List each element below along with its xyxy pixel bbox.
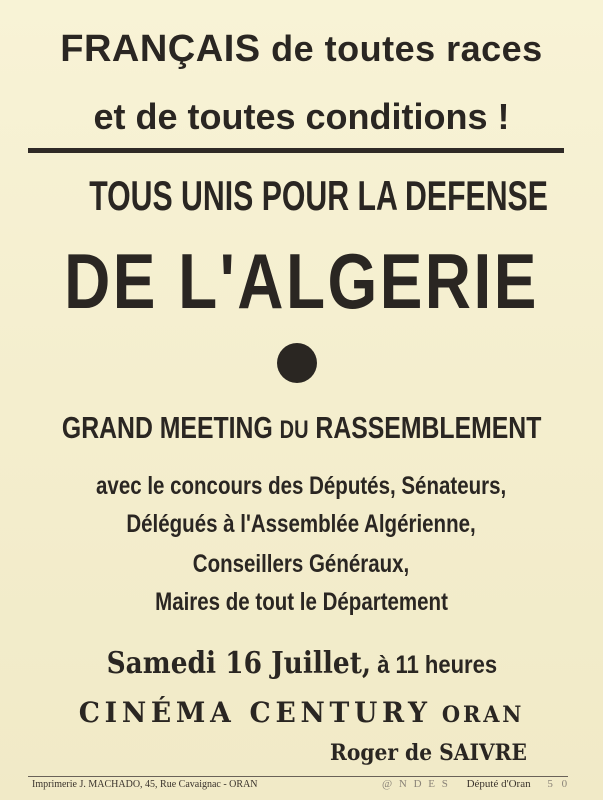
headline-francais: FRANÇAIS [60,28,261,70]
footer-printer: Imprimerie J. MACHADO, 45, Rue Cavaignac - ORAN [32,779,258,790]
headline-line-2: et de toutes conditions ! [93,96,510,137]
footer-watermark: @ N D E S [382,778,450,790]
body-line-4: Maires de tout le Département [155,588,448,616]
footer-number: 5 0 [547,778,571,790]
meeting-grand: GRAND [61,410,153,445]
meeting-rassemblement: RASSEMBLEMENT [308,410,542,445]
event-time: à 11 heures [370,651,497,679]
bullet-dot-icon [277,343,317,383]
slogan-text-1: TOUS UNIS POUR LA DEFENSE [89,172,548,219]
body-line-3: Conseillers Généraux, [193,550,410,578]
headline-line-1 [0,28,603,71]
venue-name: CINÉMA CENTURY [78,696,432,729]
meeting-title [0,410,603,446]
body-line-1: avec le concours des Députés, Sénateurs, [96,472,507,500]
event-date [0,646,603,681]
signatory: Roger de SAIVRE [330,740,527,766]
headline-races: de toutes races [260,28,543,69]
footer-right [382,778,570,790]
event-venue [0,696,603,729]
divider-rule [28,148,564,153]
slogan-line-1 [0,172,603,220]
body-line-2: Délégués à l'Assemblée Algérienne, [126,510,477,538]
slogan-line-2 [0,236,603,327]
venue-city: ORAN [431,702,525,728]
slogan-text-2: DE L'ALGERIE [64,237,539,325]
meeting-word: MEETING [152,410,280,445]
footer-title: Député d'Oran [466,778,531,790]
event-date-main: Samedi 16 Juillet, [106,646,371,681]
meeting-du: DU [279,416,309,444]
footer-rule [28,776,568,777]
